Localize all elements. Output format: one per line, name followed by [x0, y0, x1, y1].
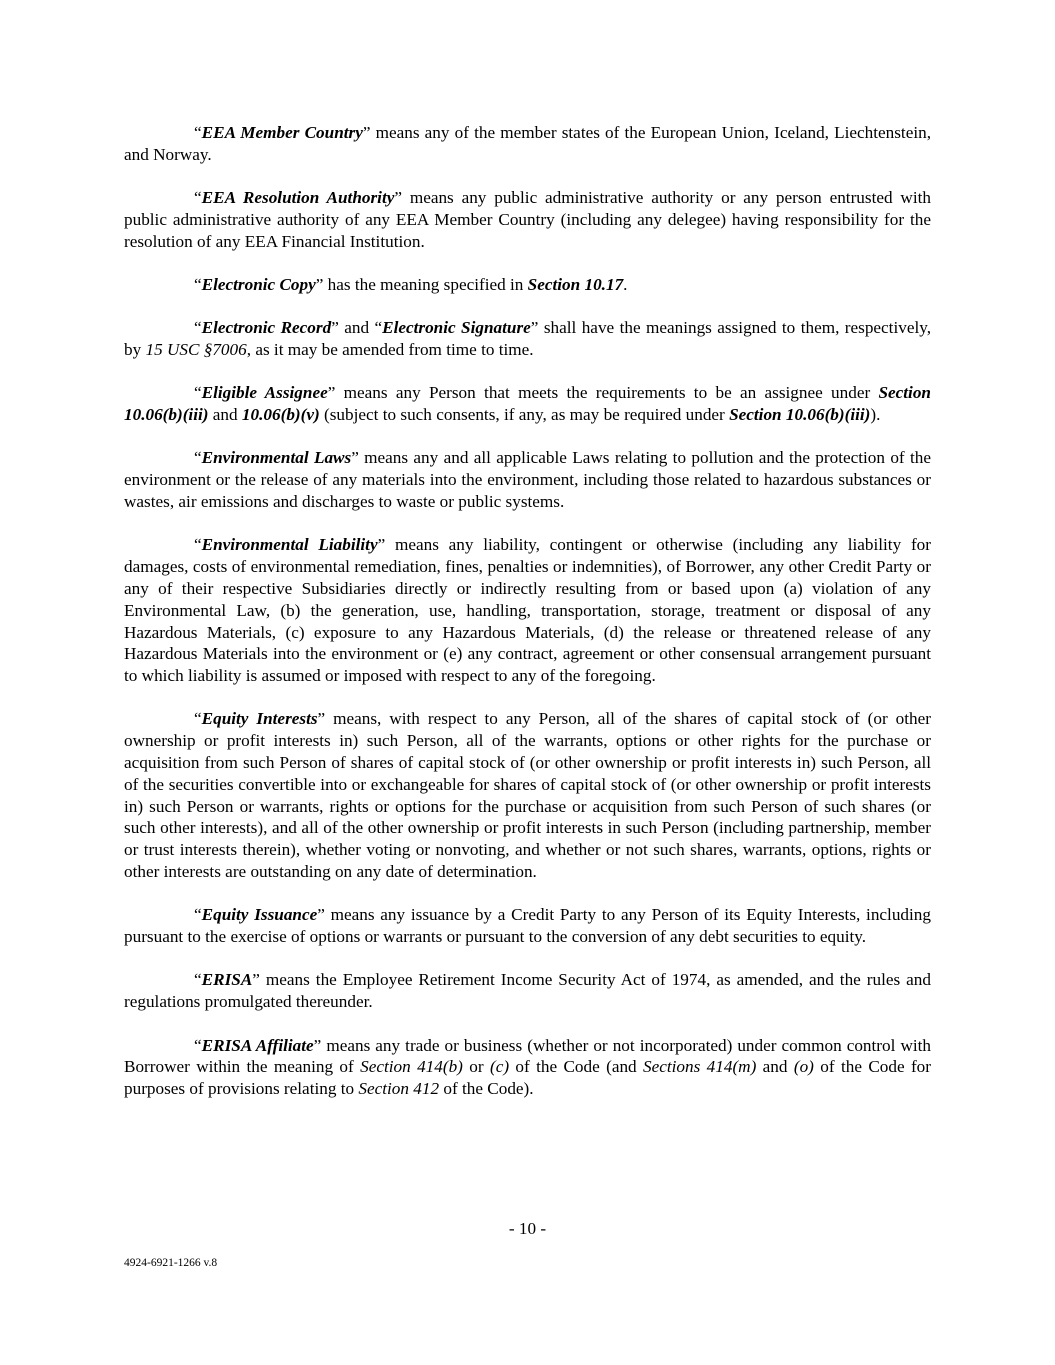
- defined-term: Electronic Copy: [201, 274, 316, 294]
- document-id: 4924-6921-1266 v.8: [124, 1257, 218, 1269]
- defined-term: ERISA: [201, 970, 253, 990]
- section-reference: Section 10.17: [527, 274, 624, 294]
- section-reference: (c): [489, 1057, 510, 1077]
- section-reference: Sections 414(m): [643, 1057, 757, 1077]
- definition-eea-resolution-authority: [124, 187, 931, 252]
- definition-equity-interests: [124, 708, 931, 882]
- open-quote: “: [194, 905, 202, 925]
- open-quote: “: [194, 383, 202, 403]
- definition-text: ” means any issuance by a Credit Party to any Person of its Equity Interests, including pursuant to the exercise of options or warrants or pursuant to the conversion of any debt securities to equity.: [124, 905, 931, 947]
- defined-term: Equity Interests: [201, 709, 318, 729]
- defined-term: EEA Resolution Authority: [201, 188, 395, 208]
- section-reference: Section 412: [358, 1079, 440, 1099]
- page-number: - 10 -: [508, 1219, 547, 1238]
- open-quote: “: [194, 318, 202, 338]
- open-quote: “: [194, 970, 202, 990]
- section-reference: Section 414(b): [360, 1057, 463, 1077]
- definition-text: ” means the Employee Retirement Income Security Act of 1974, as amended, and the rules and regulations promulgated thereunder.: [124, 970, 931, 1012]
- statute-reference: 15 USC §7006: [145, 340, 247, 360]
- definition-environmental-liability: [124, 534, 931, 687]
- definition-text: ).: [870, 405, 881, 425]
- definition-text: ” means any and all applicable Laws relating to pollution and the protection of the environment or the release of any materials into the environment, including those related to hazardous substances or wastes, air emissions and discharges to waste or public systems.: [124, 448, 931, 512]
- definition-erisa: [124, 969, 931, 1013]
- definition-electronic-record: [124, 317, 931, 361]
- defined-term: Eligible Assignee: [201, 383, 328, 403]
- definition-text: of the Code (and: [509, 1057, 644, 1077]
- defined-term: ERISA Affiliate: [201, 1035, 314, 1055]
- definition-erisa-affiliate: [124, 1035, 931, 1100]
- defined-term: Environmental Liability: [201, 535, 378, 555]
- defined-term: EEA Member Country: [201, 123, 363, 142]
- definition-text: and: [756, 1057, 794, 1077]
- section-reference: Section 10.06(b)(iii): [124, 383, 931, 425]
- definition-eea-member-country: [124, 122, 931, 166]
- definition-eligible-assignee: [124, 382, 931, 426]
- open-quote: “: [194, 709, 202, 729]
- defined-term: Equity Issuance: [201, 905, 318, 925]
- definition-text: , as it may be amended from time to time.: [246, 340, 534, 360]
- definition-text: ” and “: [331, 318, 383, 338]
- definition-environmental-laws: [124, 447, 931, 512]
- definition-text: of the Code for purposes of provisions relating to: [124, 1057, 932, 1099]
- open-quote: “: [194, 123, 202, 142]
- definition-text: ” has the meaning specified in: [315, 274, 528, 294]
- open-quote: “: [194, 1035, 202, 1055]
- open-quote: “: [194, 274, 202, 294]
- open-quote: “: [194, 188, 202, 208]
- definition-text: or: [462, 1057, 490, 1077]
- defined-term: Electronic Record: [201, 318, 332, 338]
- open-quote: “: [194, 535, 202, 555]
- definitions-body: [124, 122, 931, 1121]
- definition-text: .: [623, 274, 628, 294]
- defined-term: Environmental Laws: [201, 448, 352, 468]
- definition-text: ” means any liability, contingent or otherwise (including any liability for damages, costs of environmental remediation, fines, penalties or indemnities), of Borrower, any other Credit Party or any of their respective Subsidiaries directly or indirectly resulting from or based upon (a) violation of any Environmental Law, (b) the generation, use, handling, transportation, storage, treatment or disposal of any Hazardous Materials, (c) exposure to any Hazardous Materials, (d) the release or threatened release of any Hazardous Materials into the environment or (e) any contract, agreement or other consensual arrangement pursuant to which liability is assumed or imposed with respect to any of the foregoing.: [124, 535, 931, 686]
- defined-term: Electronic Signature: [382, 318, 531, 338]
- definition-text: ” means any trade or business (whether or not incorporated) under common control with Borrower within the meaning of: [124, 1035, 931, 1077]
- definition-text: ” means, with respect to any Person, all of the shares of capital stock of (or other ownership or profit interests in) such Person, all of the warrants, options or other rights for the purchase or acquisition from such Person of shares of capital stock of (or other ownership or profit interests in) such Person, all of the securities convertible into or exchangeable for shares of capital stock of (or other ownership or profit interests in) such Person or warrants, rights or options for the purchase or acquisition from such Person of such shares (or such other interests), and all of the other ownership or profit interests in such Person (including partnership, member or trust interests therein), whether voting or nonvoting, and whether or not such shares, warrants, options, rights or other interests are outstanding on any date of determination.: [124, 709, 931, 882]
- open-quote: “: [194, 448, 202, 468]
- definition-text: ” means any of the member states of the European Union, Iceland, Liechtenstein, and Norway.: [124, 123, 931, 164]
- section-reference: 10.06(b)(v): [241, 405, 320, 425]
- definition-text: ” shall have the meanings assigned to them, respectively, by: [124, 318, 931, 360]
- definition-text: and: [208, 405, 242, 425]
- section-reference: (o): [793, 1057, 814, 1077]
- definition-text: ” means any public administrative authority or any person entrusted with public administrative authority of any EEA Member Country (including any delegee) having responsibility for the resolution of any EEA Financial Institution.: [124, 188, 931, 251]
- definition-equity-issuance: [124, 904, 931, 948]
- definition-electronic-copy: [124, 274, 931, 296]
- definition-text: of the Code).: [439, 1079, 534, 1099]
- section-reference: Section 10.06(b)(iii): [729, 405, 871, 425]
- definition-text: (subject to such consents, if any, as may be required under: [319, 405, 730, 425]
- definition-text: ” means any Person that meets the requirements to be an assignee under: [327, 383, 879, 403]
